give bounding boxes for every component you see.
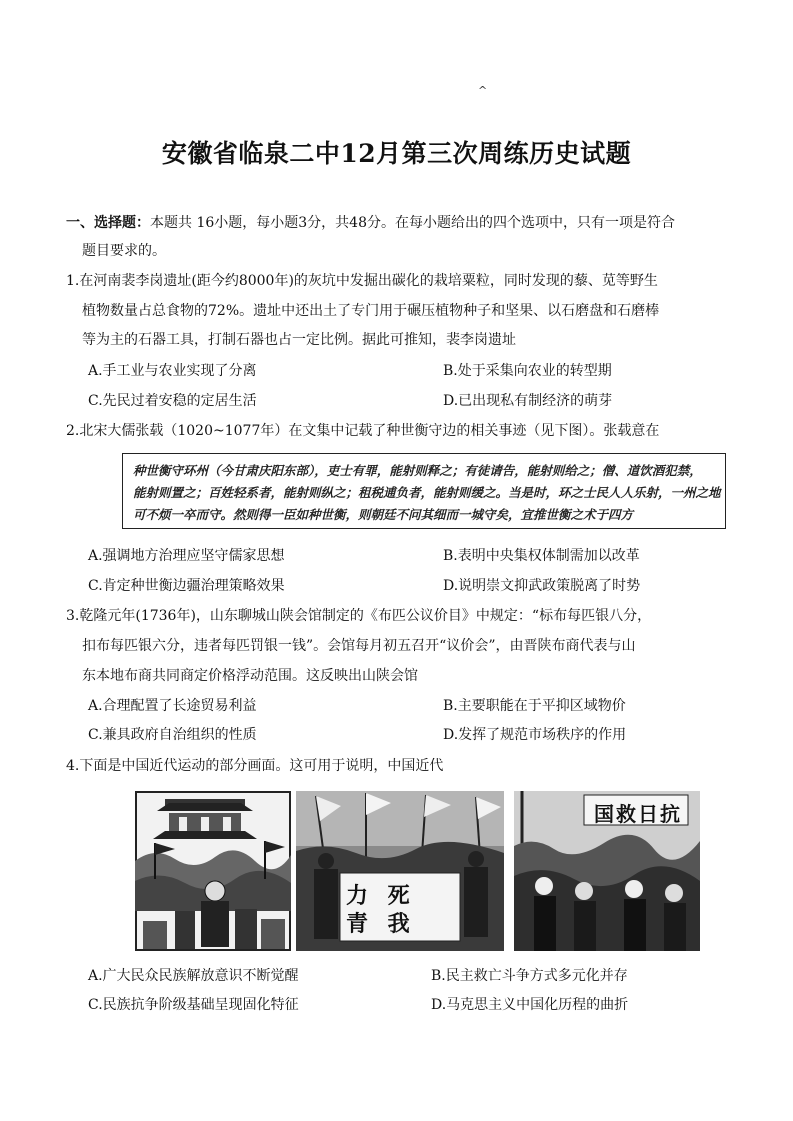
q4-option-b[interactable]: B.民主救亡斗争方式多元化并存: [431, 968, 628, 984]
section-intro-cont: 题目要求的。: [82, 243, 166, 259]
q1-option-a[interactable]: A.手工业与农业实现了分离: [88, 363, 257, 379]
q1-stem-line-2: 植物数量占总食物的72%。遗址中还出土了专门用于碾压植物种子和坚果、以石磨盘和石磨棒: [82, 303, 660, 319]
section-label: 一、选择题：: [66, 215, 150, 231]
section-intro: [66, 213, 675, 233]
q4-option-a[interactable]: A.广大民众民族解放意识不断觉醒: [88, 968, 299, 984]
q4-stem: 4.下面是中国近代运动的部分画面。这可用于说明，中国近代: [66, 758, 444, 774]
q2-quote-line-3: 可不烦一卒而守。然则得一臣如种世衡，则朝廷不问其细而一城守矣，宜推世衡之术于四方: [133, 507, 634, 522]
q3-stem-line-2: 扣布每匹银六分，违者每匹罚银一钱”。会馆每月初五召开“议价会”，由晋陕布商代表与山: [82, 638, 636, 654]
q4-photo-3-crowd: [514, 791, 700, 951]
q4-option-c[interactable]: C.民族抗争阶级基础呈现固化特征: [88, 997, 299, 1013]
q2-stem: 2.北宋大儒张载（1020~1077年）在文集中记载了种世衡守边的相关事迹（见下图）。张载意在: [66, 423, 660, 439]
q3-option-a[interactable]: A.合理配置了长途贸易利益: [88, 698, 257, 714]
q1-stem-line-1: 1.在河南裴李岗遗址(距今约8000年)的灰坑中发掘出碳化的栽培粟粒，同时发现的藜、苋等野生: [66, 273, 658, 289]
q3-option-d[interactable]: D.发挥了规范市场秩序的作用: [443, 727, 627, 743]
page-title: 安徽省临泉二中12月第三次周练历史试题: [161, 139, 632, 168]
q1-option-c[interactable]: C.先民过着安稳的定居生活: [88, 393, 257, 409]
q3-stem-line-1: 3.乾隆元年(1736年)，山东聊城山陕会馆制定的《布匹公议价目》中规定：“标布每匹银八分，: [66, 608, 652, 624]
q2-option-c[interactable]: C.肯定种世衡边疆治理策略效果: [88, 578, 285, 594]
q3-stem-line-3: 东本地布商共同商定价格浮动范围。这反映出山陕会馆: [82, 668, 418, 684]
q1-option-b[interactable]: B.处于采集向农业的转型期: [443, 363, 612, 379]
q4-photo-2-banner-text-2: 青 我: [346, 911, 416, 937]
q1-option-d[interactable]: D.已出现私有制经济的萌芽: [443, 393, 613, 409]
q2-option-b[interactable]: B.表明中央集权体制需加以改革: [443, 548, 640, 564]
q2-option-a[interactable]: A.强调地方治理应坚守儒家思想: [88, 548, 285, 564]
q4-option-d[interactable]: D.马克思主义中国化历程的曲折: [431, 997, 629, 1013]
caret-mark: ^: [478, 84, 488, 97]
q3-option-c[interactable]: C.兼具政府自治组织的性质: [88, 727, 257, 743]
q4-photo-2-banner-text-1: 力 死: [346, 883, 416, 909]
q2-option-d[interactable]: D.说明崇文抑武政策脱离了时势: [443, 578, 641, 594]
q1-stem-line-3: 等为主的石器工具，打制石器也占一定比例。据此可推知，裴李岗遗址: [82, 332, 516, 348]
q2-quote-line-1: 种世衡守环州（今甘肃庆阳东部），吏士有罪，能射则释之；有徒请告，能射则给之；僧、道饮酒犯禁，: [133, 463, 702, 478]
q4-photo-1-illustration: [135, 791, 291, 951]
q4-photo-2-protest: [296, 791, 504, 951]
section-intro-text: 本题共 16小题，每小题3分，共48分。在每小题给出的四个选项中，只有一项是符合: [150, 215, 675, 231]
q4-photo-3-banner-text: 国救日抗: [594, 802, 682, 826]
q2-quote-line-2: 能射则置之；百姓轻系者，能射则纵之；租税逋负者，能射则缓之。当是时，环之士民人人乐射，一州之地: [133, 485, 721, 500]
q2-quote-box: [122, 453, 726, 529]
q3-option-b[interactable]: B.主要职能在于平抑区域物价: [443, 698, 626, 714]
